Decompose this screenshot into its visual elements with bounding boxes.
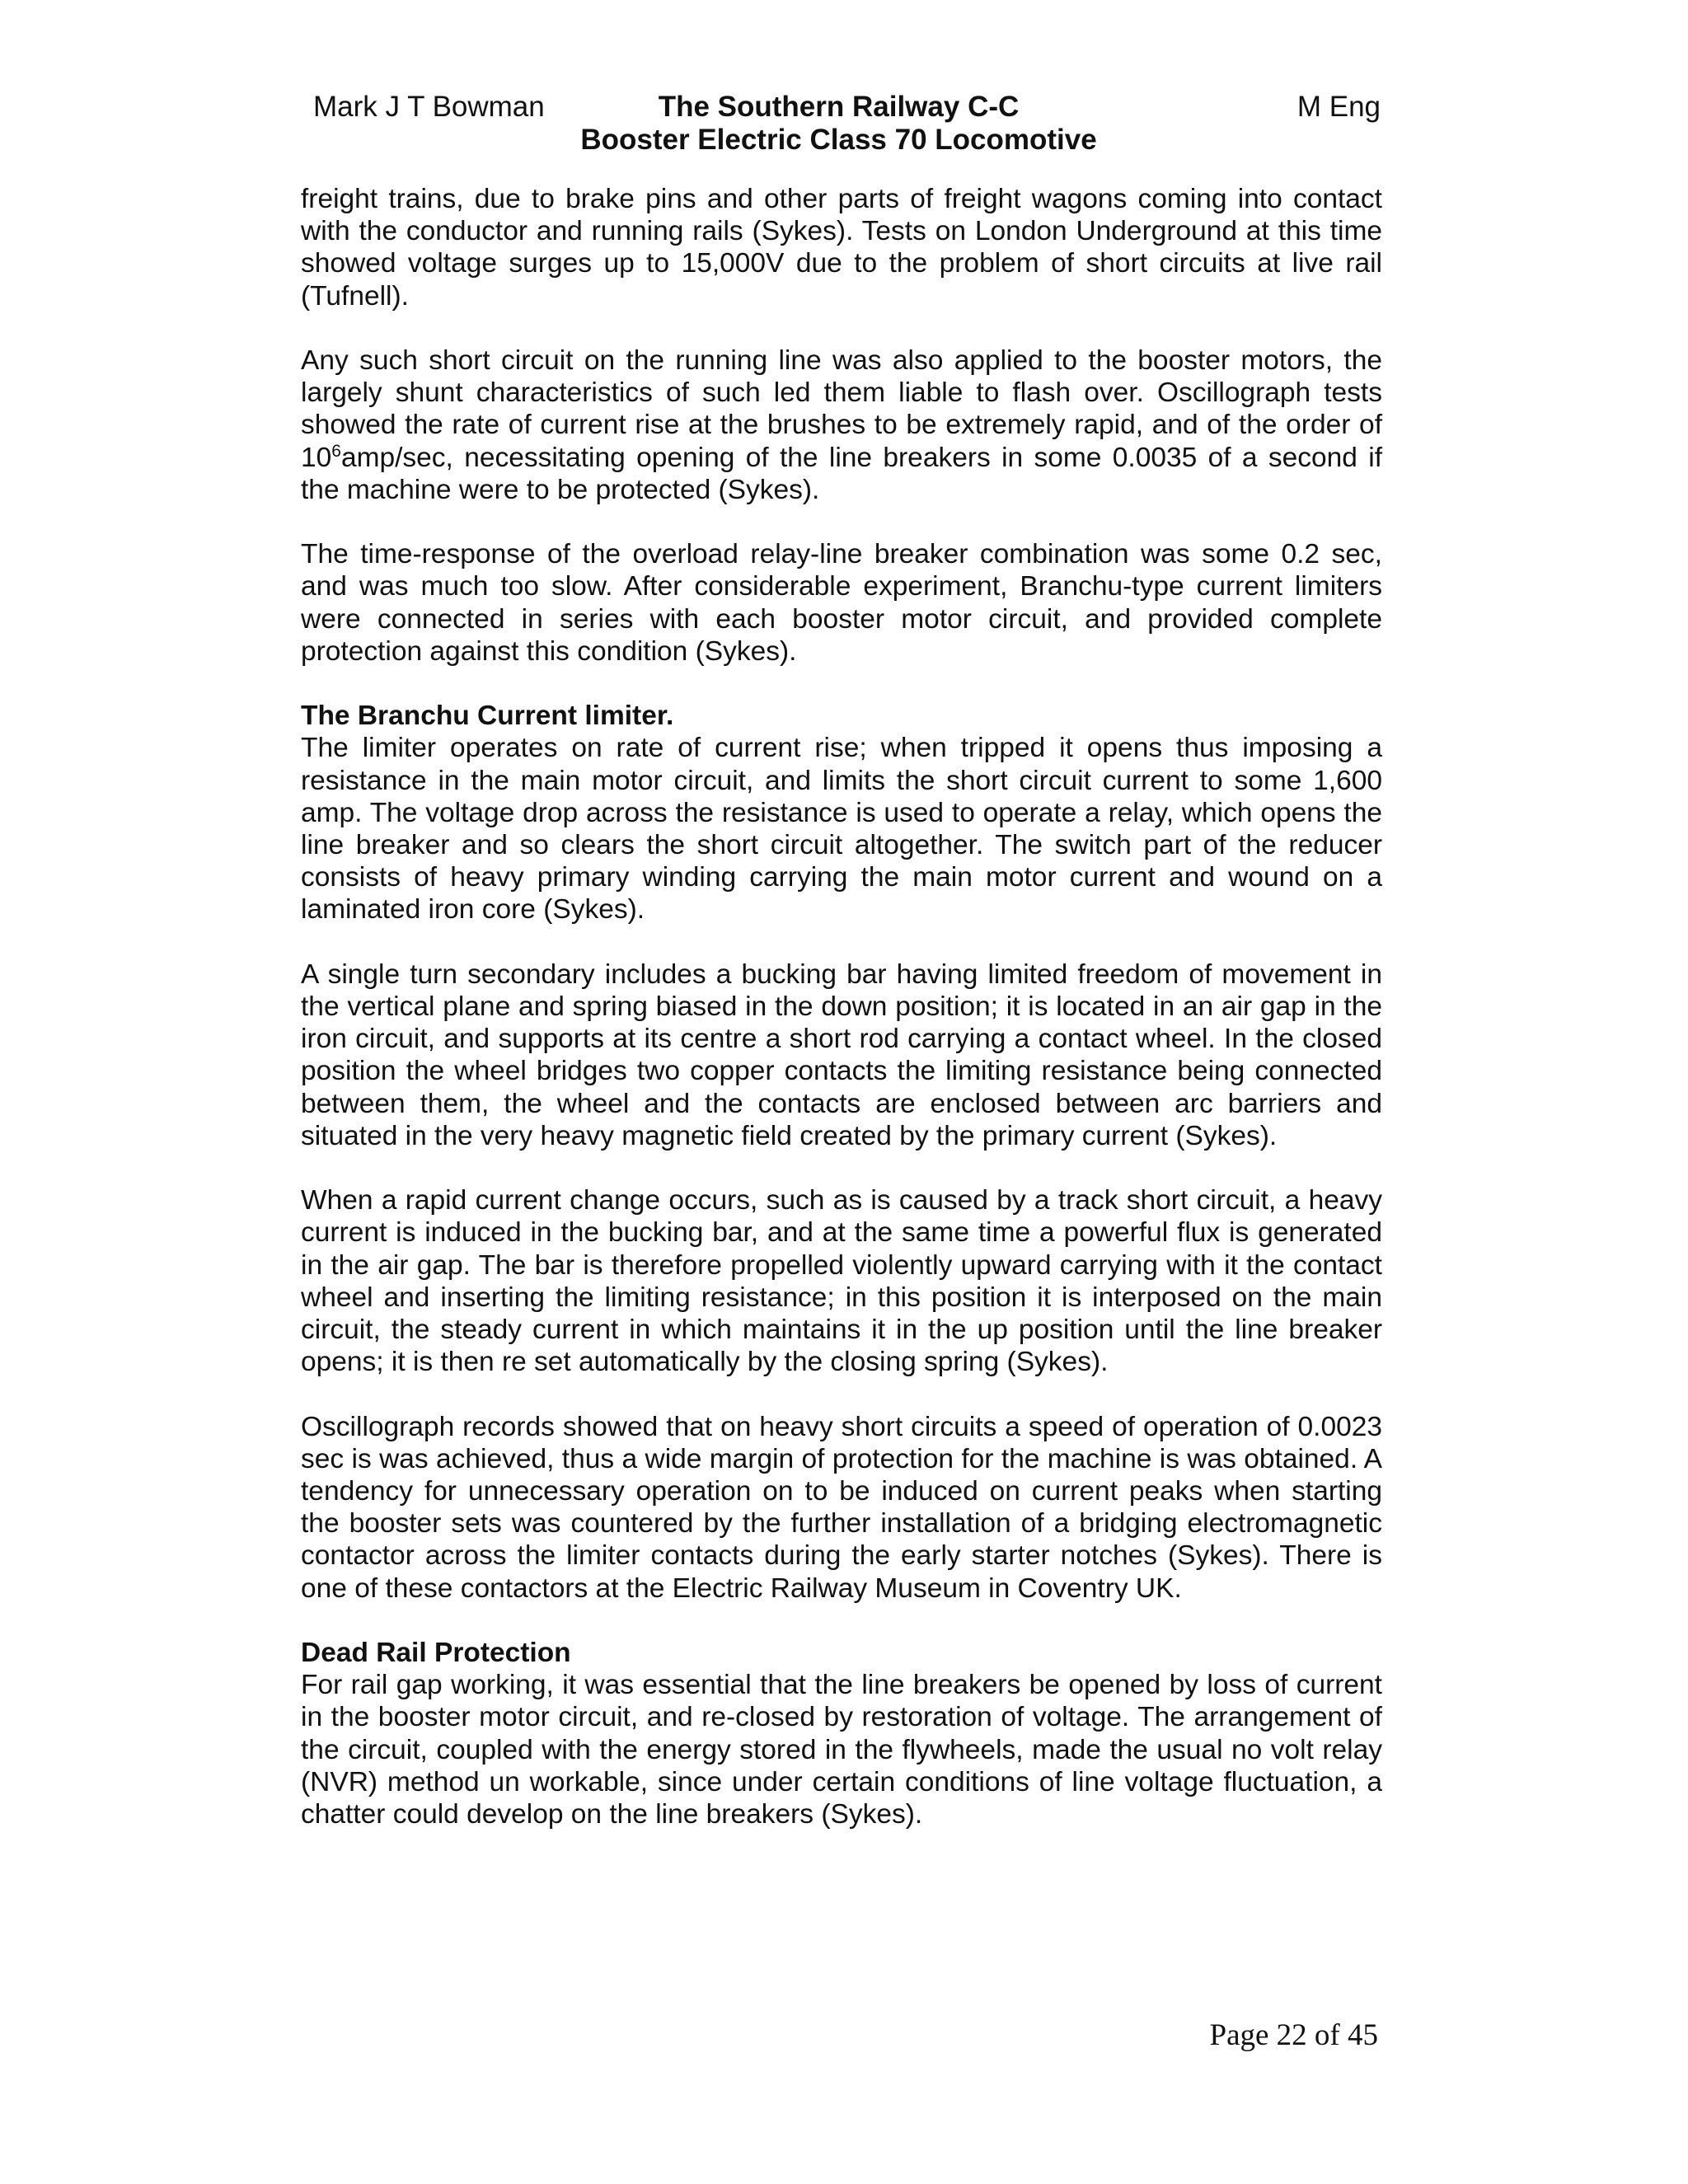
paragraph-short-circuit-part1: Any such short circuit on the running line was also applied to the booster motors, the largely shunt characteristics of such led them liable to flash over. Oscillograph tests showed the rate of current rise at the brushes to be extremely rapid, and of the order of 10 (301, 345, 1382, 473)
paragraph-oscillograph-records: Oscillograph records showed that on heavy short circuits a speed of operation of 0.0023 sec is was achieved, thus a wide margin of protection for the machine is was obtained. A tendency for unnecessary operation on to be induced on current peaks when starting the booster sets was countered by the further installation of a bridging electromagnetic contactor across the limiter contacts during the early starter notches (Sykes). There is one of these contactors at the Electric Railway Museum in Coventry UK. (301, 1411, 1382, 1604)
paragraph-limiter-operation: The limiter operates on rate of current rise; when tripped it opens thus imposing a resistance in the main motor circuit, and limits the short circuit current to some 1,600 amp. The voltage drop across the resistance is used to operate a relay, which opens the line breaker and so clears the short circuit altogether. The switch part of the reducer consists of heavy primary winding carrying the main motor current and wound on a laminated iron core (Sykes). (301, 733, 1382, 926)
page-header (297, 87, 1381, 170)
page-number: Page 22 of 45 (1209, 2018, 1378, 2052)
page-body (301, 183, 1382, 1863)
section-heading-dead-rail: Dead Rail Protection (301, 1638, 571, 1669)
paragraph-short-circuit (301, 344, 1382, 506)
paragraph-short-circuit-part2: amp/sec, necessitating opening of the line breakers in some 0.0035 of a second if the machine were to be protected (Sykes). (301, 442, 1382, 505)
header-author: Mark J T Bowman (313, 91, 545, 123)
exponent-superscript: 6 (331, 441, 341, 461)
header-title (297, 91, 1381, 157)
header-title-line1: The Southern Railway C-C (658, 91, 1020, 123)
header-degree: M Eng (1296, 91, 1381, 123)
paragraph-secondary-turn: A single turn secondary includes a bucking bar having limited freedom of movement in the vertical plane and spring biased in the down position; it is located in an air gap in the iron circuit, and supports at its centre a short rod carrying a contact wheel. In the closed position the wheel bridges two copper contacts the limiting resistance being connected between them, the wheel and the contacts are enclosed between arc barriers and situated in the very heavy magnetic field created by the primary current (Sykes). (301, 958, 1382, 1151)
section-heading-branchu: The Branchu Current limiter. (301, 701, 674, 732)
paragraph-rail-gap: For rail gap working, it was essential that the line breakers be opened by loss of current in the booster motor circuit, and re-closed by restoration of voltage. The arrangement of the circuit, coupled with the energy stored in the flywheels, made the usual no volt relay (NVR) method un workable, since under certain conditions of line voltage fluctuation, a chatter could develop on the line breakers (Sykes). (301, 1670, 1382, 1830)
paragraph-freight-trains: freight trains, due to brake pins and other parts of freight wagons coming into contact with the conductor and running rails (Sykes). Tests on London Underground at this time showed voltage surges up to 15,000V due to the problem of short circuits at live rail (Tufnell). (301, 184, 1382, 312)
header-title-line2: Booster Electric Class 70 Locomotive (580, 124, 1097, 156)
paragraph-time-response: The time-response of the overload relay-line breaker combination was some 0.2 sec, and was much too slow. After considerable experiment, Branchu-type current limiters were connected in series with each booster motor circuit, and provided complete protection against this condition (Sykes). (301, 539, 1382, 667)
paragraph-rapid-current-change: When a rapid current change occurs, such as is caused by a track short circuit, a heavy current is induced in the bucking bar, and at the same time a powerful flux is generated in the air gap. The bar is therefore propelled violently upward carrying with it the contact wheel and inserting the limiting resistance; in this position it is interposed on the main circuit, the steady current in which maintains it in the up position until the line breaker opens; it is then re set automatically by the closing spring (Sykes). (301, 1185, 1382, 1378)
